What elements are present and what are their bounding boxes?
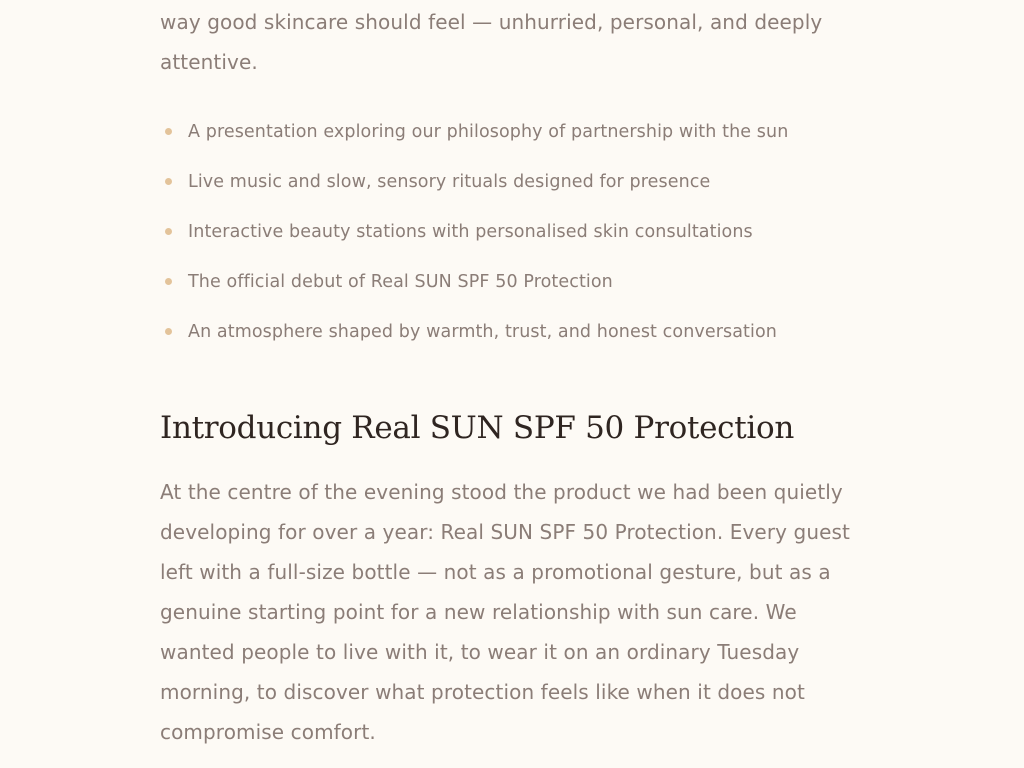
list-item — [160, 207, 880, 257]
event-highlights-list — [160, 107, 880, 357]
intro-paragraph — [160, 2, 880, 82]
list-item — [160, 157, 880, 207]
paragraph-line: developing for over a year: Real SUN SPF 50 Protection. Every guest — [160, 520, 850, 544]
paragraph-line: morning, to discover what protection feels like when it does not — [160, 680, 805, 704]
list-item — [160, 307, 880, 357]
paragraph-line: left with a full-size bottle — not as a promotional gesture, but as a — [160, 560, 831, 584]
list-item-text: An atmosphere shaped by warmth, trust, and honest conversation — [188, 322, 777, 342]
list-item — [160, 257, 880, 307]
bullet-dot-icon — [165, 228, 172, 235]
bullet-dot-icon — [165, 178, 172, 185]
bullet-dot-icon — [165, 328, 172, 335]
paragraph-line: compromise comfort. — [160, 720, 376, 744]
section-heading: Introducing Real SUN SPF 50 Protection — [160, 410, 795, 446]
list-item-text: Live music and slow, sensory rituals designed for presence — [188, 172, 711, 192]
paragraph-line: genuine starting point for a new relationship with sun care. We — [160, 600, 797, 624]
bullet-dot-icon — [165, 128, 172, 135]
section-paragraph — [160, 472, 880, 752]
list-item — [160, 107, 880, 157]
list-item-text: The official debut of Real SUN SPF 50 Protection — [188, 272, 613, 292]
paragraph-line: At the centre of the evening stood the product we had been quietly — [160, 480, 843, 504]
paragraph-line: wanted people to live with it, to wear it on an ordinary Tuesday — [160, 640, 800, 664]
intro-line: attentive. — [160, 50, 258, 74]
bullet-dot-icon — [165, 278, 172, 285]
intro-line: way good skincare should feel — unhurried, personal, and deeply — [160, 10, 823, 34]
list-item-text: Interactive beauty stations with personalised skin consultations — [188, 222, 753, 242]
list-item-text: A presentation exploring our philosophy of partnership with the sun — [188, 122, 789, 142]
